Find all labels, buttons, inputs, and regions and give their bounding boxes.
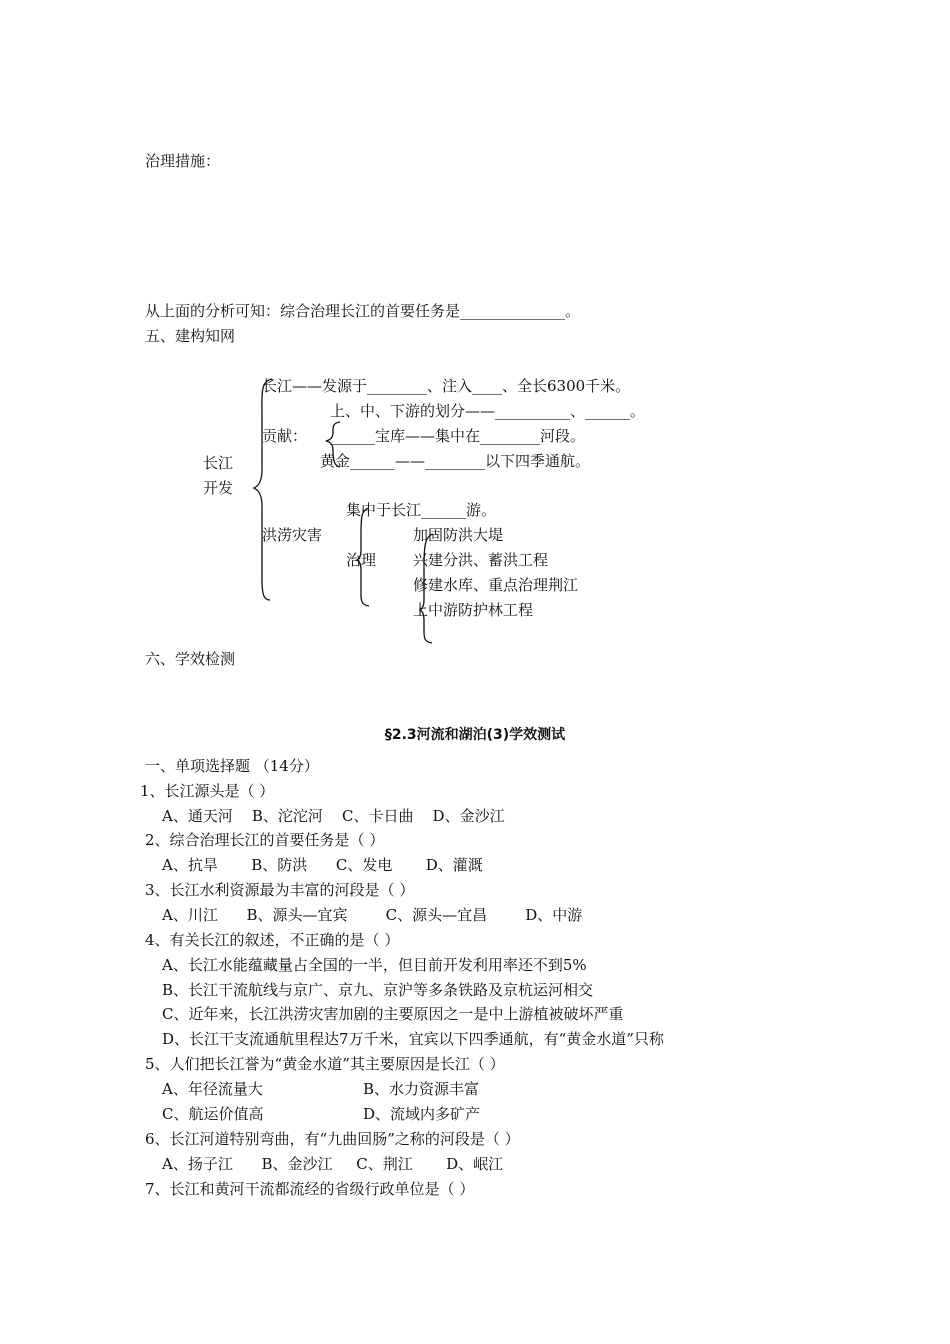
section6-title: 六、学效检测 [145, 650, 236, 668]
question-5: 5、人们把长江誉为“黄金水道”其主要原因是长江（ ） [145, 1055, 505, 1073]
question-5-option-b: B、水力资源丰富 [363, 1080, 480, 1098]
question-1: 1、长江源头是（ ） [140, 782, 275, 800]
question-2: 2、综合治理长江的首要任务是（ ） [145, 831, 385, 849]
question-4-option-d: D、长江干支流通航里程达7万千米，宜宾以下四季通航，有“黄金水道”只称 [162, 1030, 664, 1048]
map-root: 长江 开发 [203, 454, 234, 497]
question-2-options: A、抗旱 B、防洪 C、发电 D、灌溉 [162, 856, 483, 874]
question-5-option-c: C、航运价值高 [162, 1105, 264, 1123]
map-flood-label: 洪涝灾害 [262, 526, 323, 544]
map-line-concentrate: 集中于长江______游。 [346, 501, 497, 519]
question-3: 3、长江水利资源最为丰富的河段是（ ） [145, 881, 415, 899]
question-4-option-c: C、近年来，长江洪涝灾害加剧的主要原因之一是中上游植被破坏严重 [162, 1005, 624, 1023]
map-line-waterway: 黄金______——________以下四季通航。 [320, 452, 591, 470]
question-3-options: A、川江 B、源头—宜宾 C、源头—宜昌 D、中游 [162, 906, 583, 924]
map-measure-2: 兴建分洪、蓄洪工程 [413, 551, 549, 569]
question-7: 7、长江和黄河干流都流经的省级行政单位是（ ） [145, 1180, 475, 1198]
map-line-treasury: ______宝库——集中在________河段。 [330, 427, 586, 445]
question-5-option-a: A、年径流量大 [162, 1080, 263, 1098]
section5-title: 五、建构知网 [145, 327, 236, 345]
question-4-option-a: A、长江水能蕴藏量占全国的一半，但目前开发利用率还不到5% [162, 956, 587, 974]
question-4-option-b: B、长江干流航线与京广、京九、京沪等多条铁路及京杭运河相交 [162, 981, 594, 999]
question-1-options: A、通天河 B、沱沱河 C、卡日曲 D、金沙江 [162, 807, 505, 825]
map-measure-4: 上中游防护林工程 [413, 601, 534, 619]
map-line-division: 上、中、下游的划分——__________、______。 [330, 402, 646, 420]
question-6: 6、长江河道特别弯曲，有“九曲回肠”之称的河段是（ ） [145, 1130, 520, 1148]
main-brace [254, 379, 272, 600]
map-measure-1: 加固防洪大堤 [413, 526, 504, 544]
measures-label: 治理措施： [145, 152, 221, 170]
quiz-part1: 一、单项选择题 （14分） [145, 757, 319, 775]
map-govern-label: 治理 [346, 551, 377, 569]
map-contrib-label: 贡献： [262, 427, 308, 445]
question-6-options: A、扬子江 B、金沙江 C、荆江 D、岷江 [162, 1155, 504, 1173]
question-5-option-d: D、流域内多矿产 [363, 1105, 481, 1123]
map-measure-3: 修建水库、重点治理荆江 [413, 576, 579, 594]
quiz-title: §2.3河流和湖泊(3)学效测试 [384, 727, 566, 743]
conclusion-line: 从上面的分析可知：综合治理长江的首要任务是______________。 [145, 302, 581, 320]
map-line-source: 长江——发源于________、注入____、全长6300千米。 [262, 377, 631, 395]
question-4: 4、有关长江的叙述，不正确的是（ ） [145, 931, 400, 949]
